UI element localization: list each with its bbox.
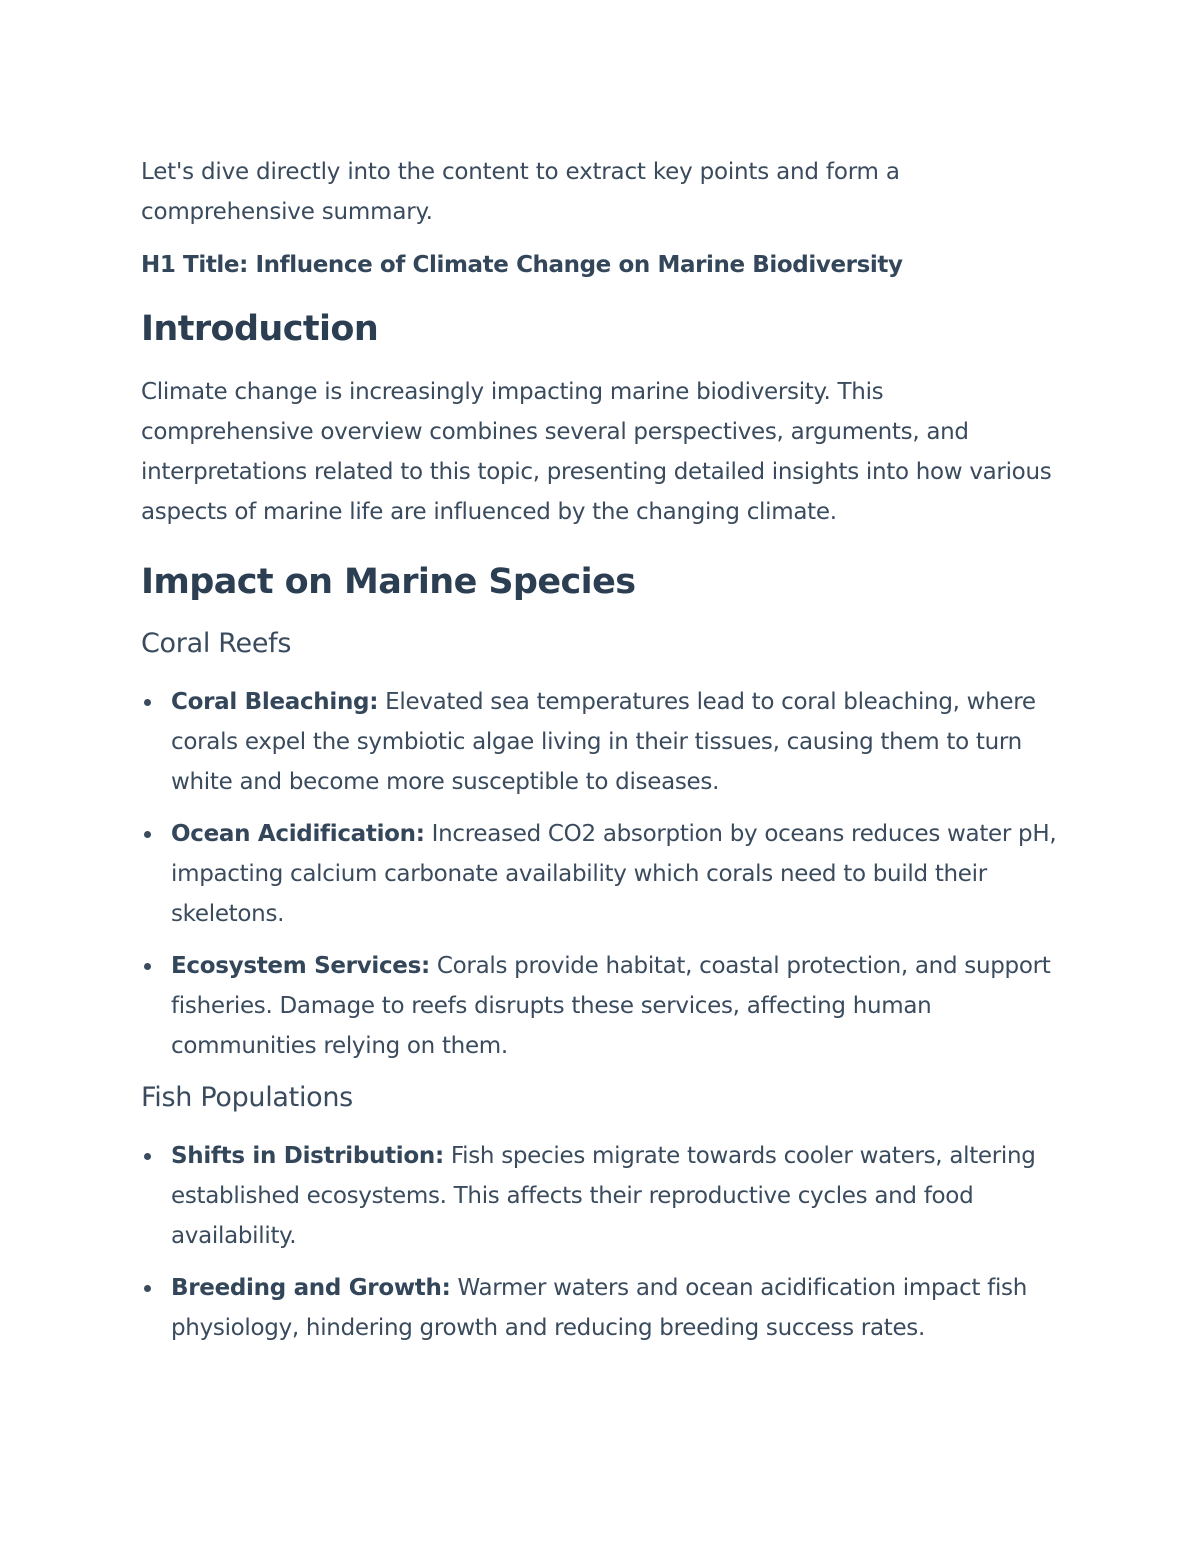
intro-text: Let's dive directly into the content to extract key points and form a comprehensive summary. xyxy=(141,159,900,225)
impact-heading: Impact on Marine Species xyxy=(141,562,636,602)
fish-populations-list xyxy=(141,1136,1061,1348)
bullet-icon xyxy=(144,1153,151,1160)
list-item-term: Ocean Acidification: xyxy=(171,821,425,847)
list-item-text: Elevated sea temperatures lead to coral bleaching, where corals expel the symbiotic algae living in their tissues, causing them to turn white and become more susceptible to diseases. xyxy=(171,689,1036,795)
document-page xyxy=(141,152,1061,1360)
introduction-paragraph: Climate change is increasingly impacting marine biodiversity. This comprehensive overview combines several perspectives, arguments, and interpretations related to this topic, presenting detailed insights into how various aspects of marine life are influenced by the changing climate. xyxy=(141,379,1052,525)
introduction-heading: Introduction xyxy=(141,309,379,349)
bullet-icon xyxy=(144,831,151,838)
list-item-text: Corals provide habitat, coastal protection, and support fisheries. Damage to reefs disrupts these services, affecting human communities relying on them. xyxy=(171,953,1051,1059)
list-item xyxy=(141,1268,1061,1348)
coral-reefs-list xyxy=(141,682,1061,1066)
list-item-term: Coral Bleaching: xyxy=(171,689,379,715)
list-item xyxy=(141,1136,1061,1256)
h1-title-line: H1 Title: Influence of Climate Change on Marine Biodiversity xyxy=(141,252,903,278)
list-item-term: Shifts in Distribution: xyxy=(171,1143,444,1169)
fish-populations-heading: Fish Populations xyxy=(141,1082,353,1113)
bullet-icon xyxy=(144,1285,151,1292)
list-item-text: Increased CO2 absorption by oceans reduces water pH, impacting calcium carbonate availability which corals need to build their skeletons. xyxy=(171,821,1057,927)
list-item xyxy=(141,814,1061,934)
coral-reefs-heading: Coral Reefs xyxy=(141,628,292,659)
list-item-text: Warmer waters and ocean acidification impact fish physiology, hindering growth and reducing breeding success rates. xyxy=(171,1275,1028,1341)
list-item-text: Fish species migrate towards cooler waters, altering established ecosystems. This affects their reproductive cycles and food availability. xyxy=(171,1143,1036,1249)
bullet-icon xyxy=(144,963,151,970)
list-item-term: Breeding and Growth: xyxy=(171,1275,451,1301)
list-item-term: Ecosystem Services: xyxy=(171,953,430,979)
list-item xyxy=(141,682,1061,802)
bullet-icon xyxy=(144,699,151,706)
list-item xyxy=(141,946,1061,1066)
